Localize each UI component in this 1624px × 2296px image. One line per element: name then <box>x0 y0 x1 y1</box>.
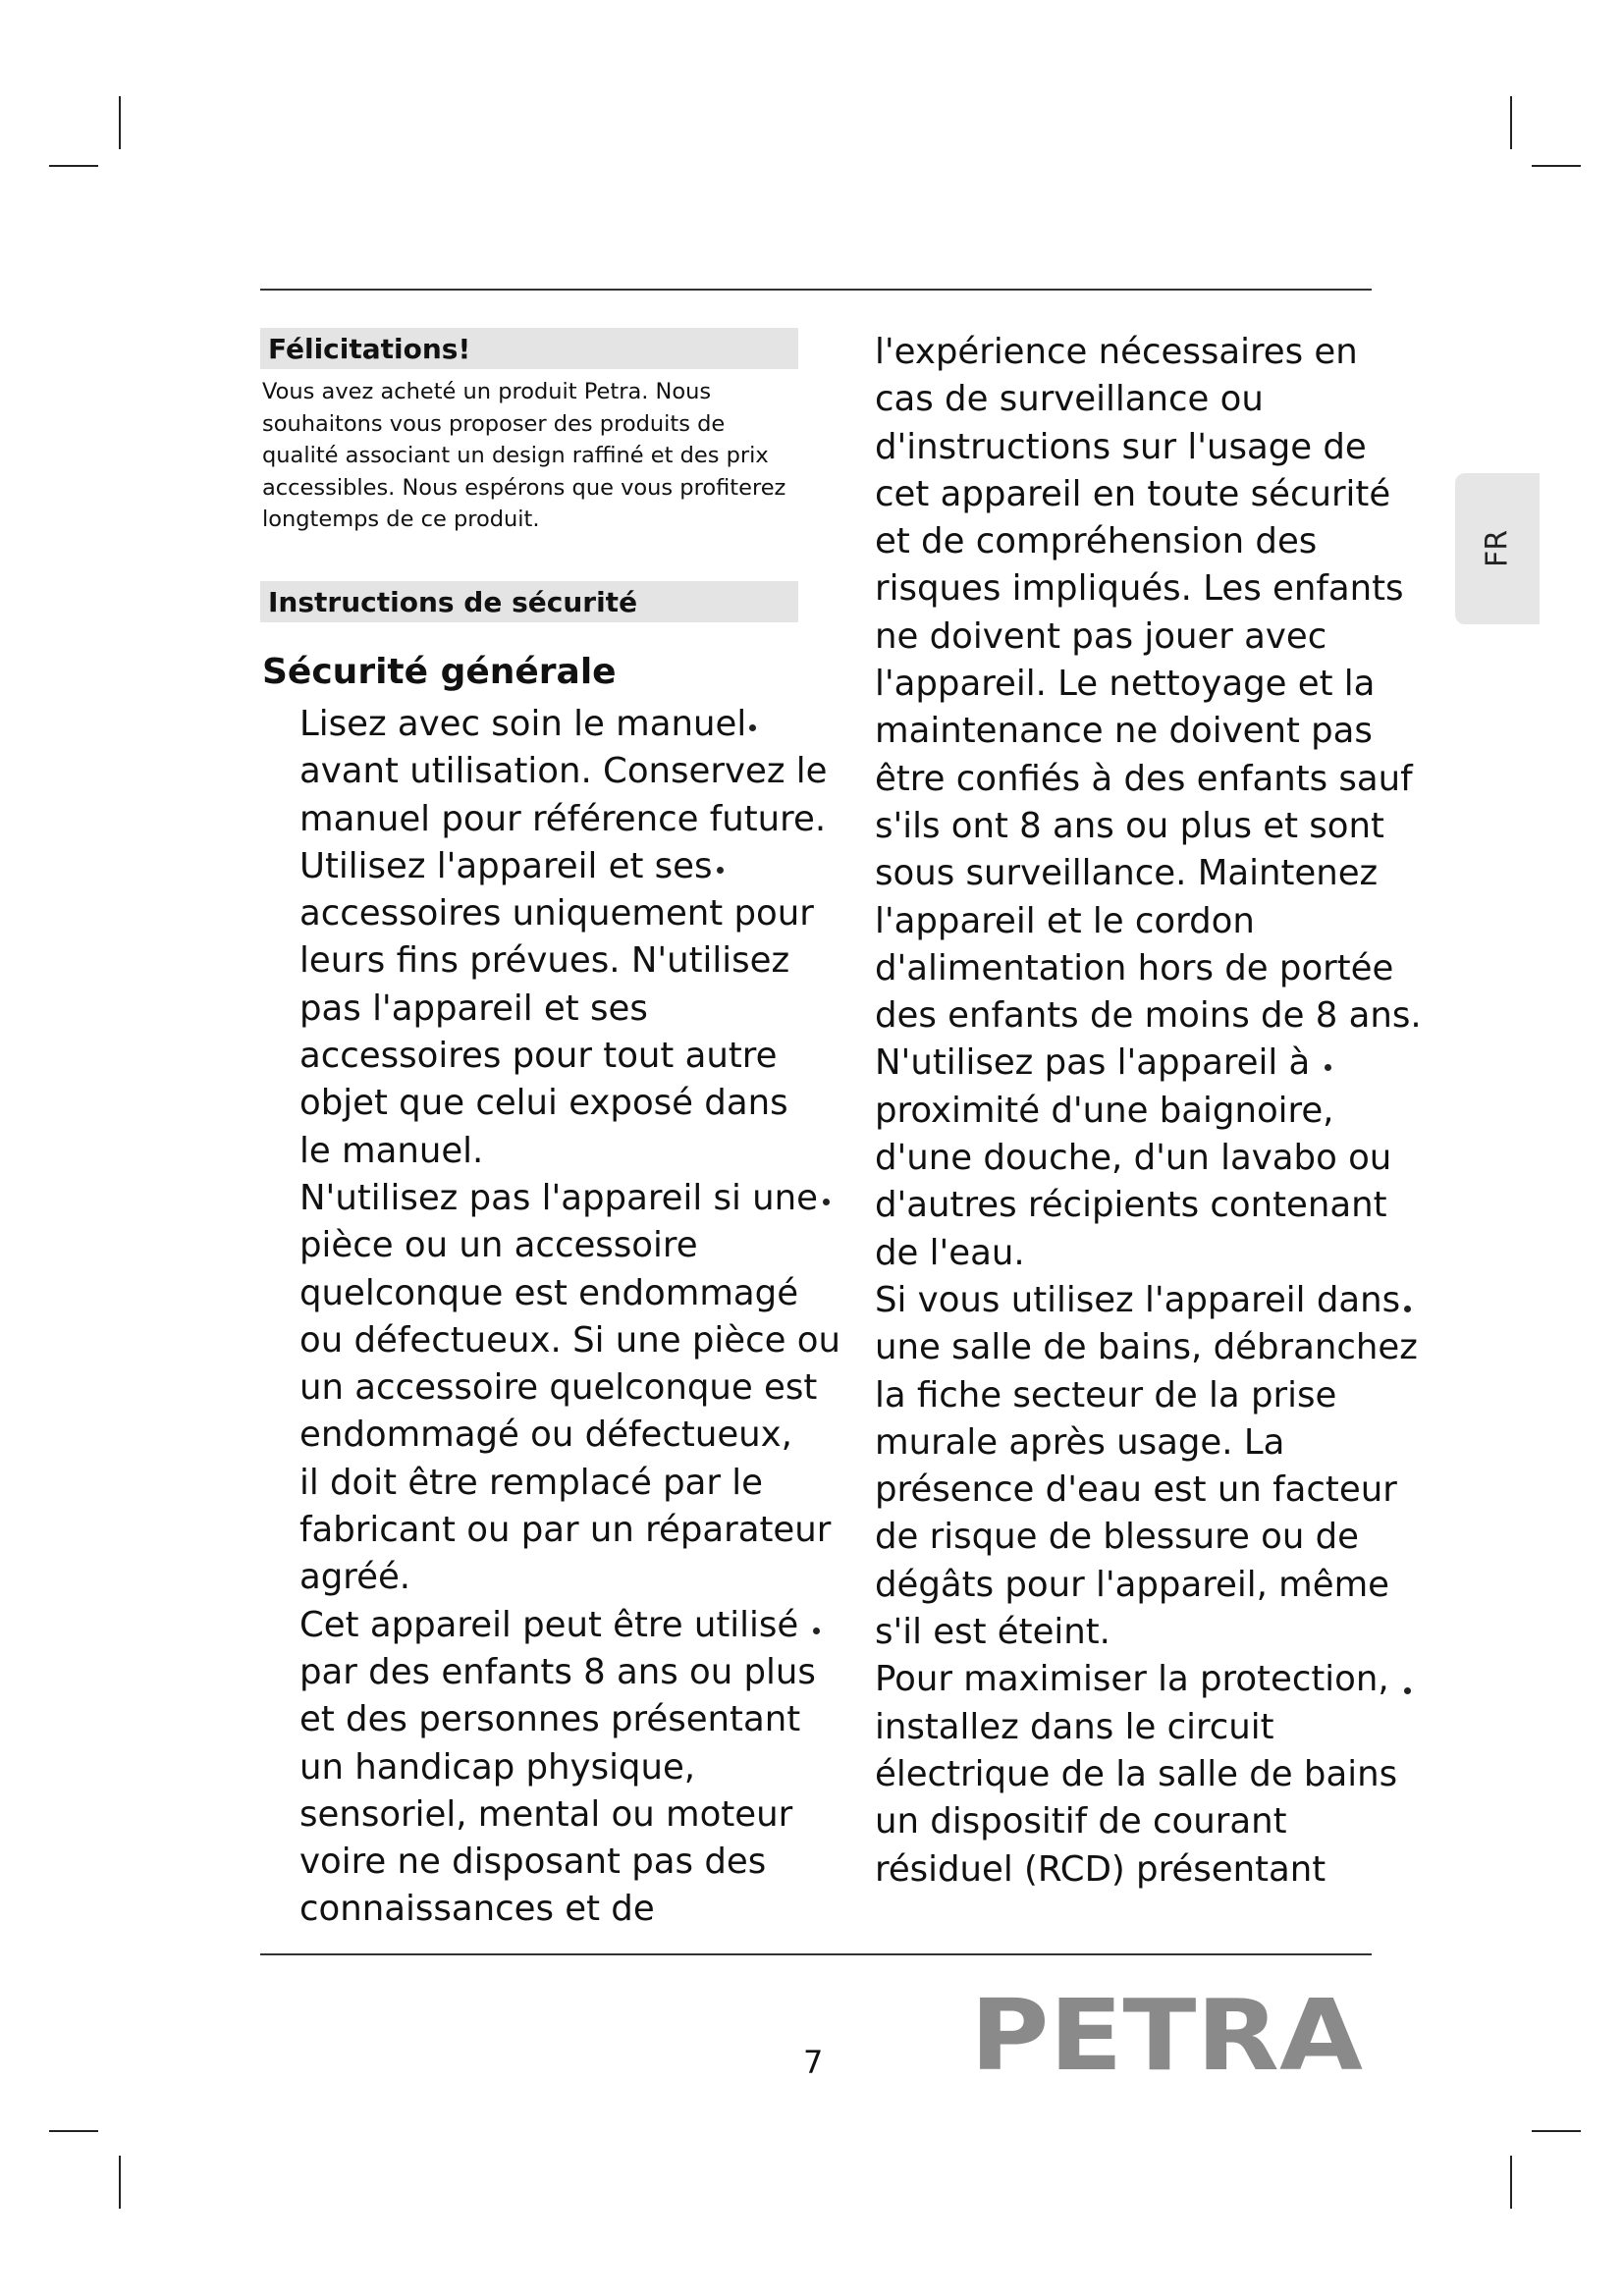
body-line: la fiche secteur de la prise <box>875 1374 1337 1415</box>
crop-mark <box>119 96 121 149</box>
body-line: sensoriel, mental ou moteur <box>299 1793 793 1835</box>
crop-mark <box>49 2130 98 2132</box>
body-line: cet appareil en toute sécurité <box>875 473 1391 514</box>
crop-mark <box>119 2156 121 2209</box>
brand-name: PETRA <box>970 1983 1363 2081</box>
crop-mark <box>1532 2130 1581 2132</box>
safety-heading: Instructions de sécurité <box>260 581 798 622</box>
body-line: Cet appareil peut être utilisé <box>299 1604 799 1645</box>
body-line: par des enfants 8 ans ou plus <box>299 1651 816 1692</box>
crop-mark <box>1510 2156 1512 2209</box>
body-line: risques impliqués. Les enfants <box>875 568 1404 610</box>
congratulations-heading: Félicitations! <box>260 328 798 369</box>
body-line: d'autres récipients contenant <box>875 1185 1387 1226</box>
body-line: résiduel (RCD) présentant <box>875 1848 1326 1890</box>
body-line: d'une douche, d'un lavabo ou <box>875 1138 1392 1179</box>
body-line: l'expérience nécessaires en <box>875 332 1358 372</box>
body-line: il doit être remplacé par le <box>299 1462 763 1503</box>
body-line: d'alimentation hors de portée <box>875 947 1394 988</box>
bullet-icon <box>1325 1064 1331 1071</box>
body-line: et des personnes présentant <box>299 1699 801 1740</box>
body-line: un accessoire quelconque est <box>299 1367 818 1409</box>
language-label: FR <box>1480 529 1515 568</box>
body-line: Lisez avec soin le manuel <box>299 704 747 744</box>
body-line: d'instructions sur l'usage de <box>875 426 1367 467</box>
body-line: N'utilisez pas l'appareil si une <box>299 1177 818 1218</box>
body-line: présence d'eau est un facteur <box>875 1469 1397 1511</box>
body-line: fabricant ou par un réparateur <box>299 1510 832 1551</box>
body-line: être confiés à des enfants sauf <box>875 758 1413 799</box>
body-line: maintenance ne doivent pas <box>875 711 1373 752</box>
intro-line: longtemps de ce produit. <box>262 507 540 532</box>
body-line: Utilisez l'appareil et ses <box>299 845 713 886</box>
body-line: pièce ou un accessoire <box>299 1225 698 1266</box>
body-line: et de compréhension des <box>875 521 1318 562</box>
crop-mark <box>49 165 98 167</box>
body-line: N'utilisez pas l'appareil à <box>875 1042 1311 1084</box>
body-line: agréé. <box>299 1557 411 1598</box>
body-line: avant utilisation. Conservez le <box>299 751 828 792</box>
language-tab <box>1455 473 1540 624</box>
body-line: de l'eau. <box>875 1232 1025 1273</box>
body-line: ou défectueux. Si une pièce ou <box>299 1319 840 1361</box>
crop-mark <box>1510 96 1512 149</box>
bullet-icon <box>823 1199 830 1205</box>
body-line: accessoires pour tout autre <box>299 1036 778 1077</box>
body-line: s'il est éteint. <box>875 1612 1110 1653</box>
body-line: leurs fins prévues. N'utilisez <box>299 940 790 982</box>
body-line: des enfants de moins de 8 ans. <box>875 995 1422 1037</box>
intro-paragraph <box>262 376 812 536</box>
body-line: un handicap physique, <box>299 1746 696 1788</box>
body-line: s'ils ont 8 ans ou plus et sont <box>875 805 1384 846</box>
body-line: l'appareil et le cordon <box>875 900 1255 941</box>
crop-mark <box>1532 165 1581 167</box>
intro-line: qualité associant un design raffiné et des prix <box>262 443 769 468</box>
intro-line: accessibles. Nous espérons que vous profiterez <box>262 474 786 501</box>
bullet-icon <box>813 1628 820 1634</box>
top-rule <box>260 289 1372 291</box>
bullet-icon <box>1404 1306 1411 1312</box>
body-line: objet que celui exposé dans <box>299 1083 788 1124</box>
body-line: cas de surveillance ou <box>875 379 1264 420</box>
body-line: ne doivent pas jouer avec <box>875 615 1327 657</box>
body-line: électrique de la salle de bains <box>875 1753 1398 1794</box>
bullet-icon <box>749 724 756 731</box>
body-line: un dispositif de courant <box>875 1801 1287 1842</box>
intro-line: souhaitons vous proposer des produits de <box>262 410 726 437</box>
body-line: connaissances et de <box>299 1889 655 1930</box>
general-safety-heading: Sécurité générale <box>262 652 617 692</box>
bullet-icon <box>1404 1687 1411 1694</box>
body-line: installez dans le circuit <box>875 1706 1274 1747</box>
body-line: proximité d'une baignoire, <box>875 1090 1334 1131</box>
body-line: l'appareil. Le nettoyage et la <box>875 664 1376 705</box>
body-line: quelconque est endommagé <box>299 1272 799 1313</box>
body-line: dégâts pour l'appareil, même <box>875 1564 1389 1605</box>
body-line: endommagé ou défectueux, <box>299 1415 792 1456</box>
left-column <box>299 701 840 1934</box>
body-line: murale après usage. La <box>875 1421 1285 1463</box>
body-line: de risque de blessure ou de <box>875 1517 1359 1558</box>
body-line: Si vous utilisez l'appareil dans <box>875 1279 1401 1320</box>
body-line: le manuel. <box>299 1130 484 1171</box>
body-line: sous surveillance. Maintenez <box>875 853 1379 894</box>
bullet-icon <box>717 867 724 874</box>
petra-logo <box>960 1983 1373 2081</box>
body-line: manuel pour référence future. <box>299 798 827 839</box>
page-number: 7 <box>803 2044 824 2081</box>
body-line: accessoires uniquement pour <box>299 893 814 934</box>
right-column <box>875 329 1422 1894</box>
body-line: voire ne disposant pas des <box>299 1842 767 1883</box>
body-line: une salle de bains, débranchez <box>875 1327 1418 1368</box>
body-line: pas l'appareil et ses <box>299 988 648 1029</box>
body-line: Pour maximiser la protection, <box>875 1659 1389 1700</box>
intro-line: Vous avez acheté un produit Petra. Nous <box>262 379 712 404</box>
bottom-rule <box>260 1953 1372 1955</box>
